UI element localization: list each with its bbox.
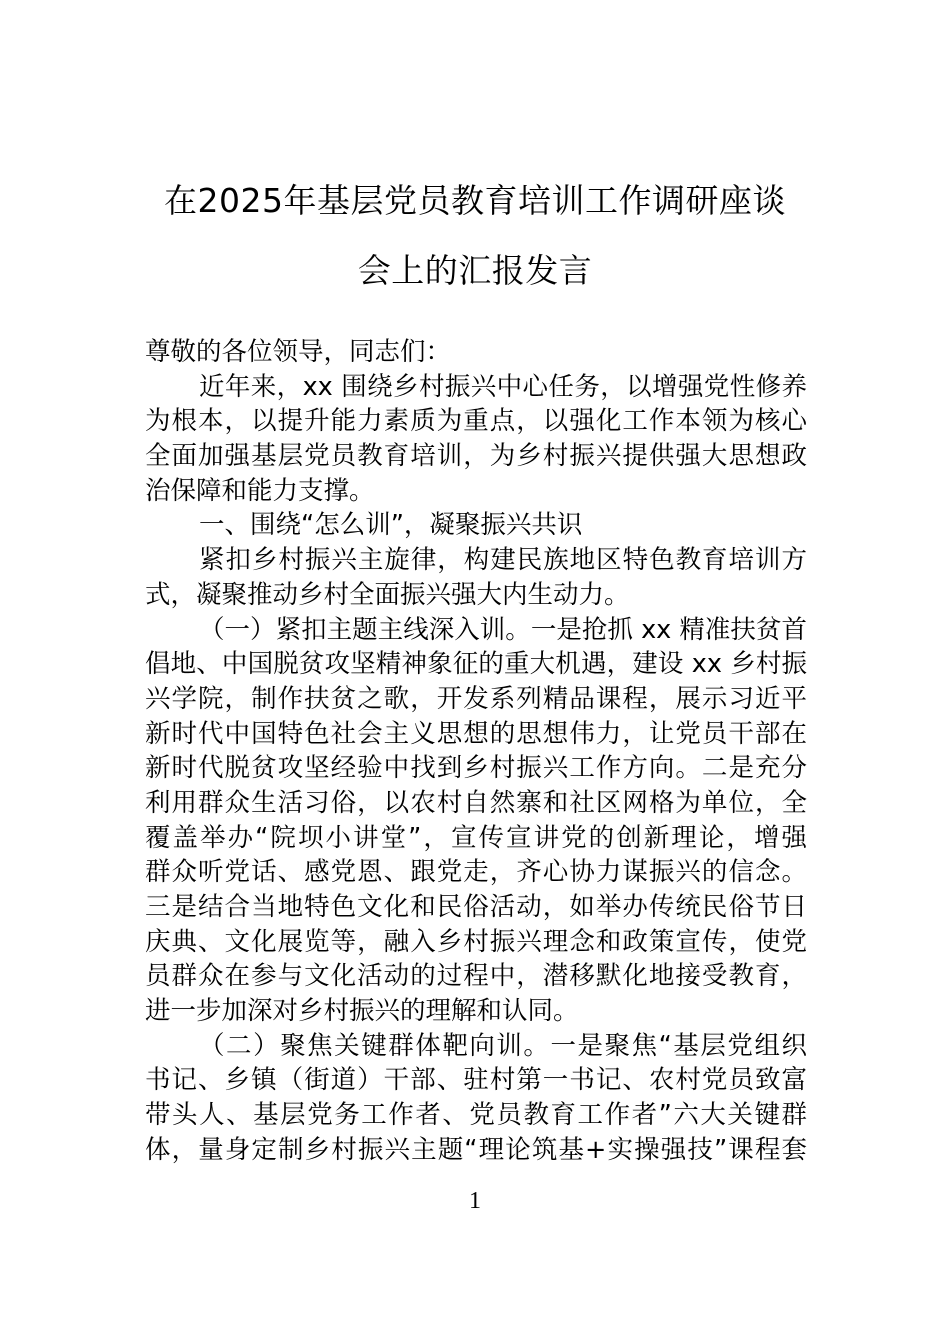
- text-line: 体，量身定制乡村振兴主题“理论筑基+实操强技”课程套: [145, 1134, 807, 1165]
- text-line: 全面加强基层党员教育培训，为乡村振兴提供强大思想政: [145, 441, 807, 472]
- text-line: 带头人、基层党务工作者、党员教育工作者”六大关键群: [145, 1100, 807, 1131]
- text-line: 覆盖举办“院坝小讲堂”，宣传宣讲党的创新理论，增强: [145, 822, 807, 853]
- text-line: 倡地、中国脱贫攻坚精神象征的重大机遇，建设 xx 乡村振: [145, 649, 807, 680]
- text-line: 尊敬的各位领导，同志们：: [145, 337, 452, 367]
- page-number: 1: [469, 1188, 481, 1214]
- document-title-line-2: 会上的汇报发言: [357, 251, 593, 290]
- text-line: 书记、乡镇（街道）干部、驻村第一书记、农村党员致富: [145, 1065, 807, 1096]
- text-line: 治保障和能力支撑。: [145, 475, 375, 506]
- text-line: 进一步加深对乡村振兴的理解和认同。: [145, 996, 579, 1027]
- text-line: 新时代中国特色社会主义思想的思想伟力，让党员干部在: [145, 718, 807, 749]
- text-line: 近年来，xx 围绕乡村振兴中心任务，以增强党性修养: [199, 371, 807, 402]
- text-line: 新时代脱贫攻坚经验中找到乡村振兴工作方向。二是充分: [145, 753, 807, 784]
- text-line: 利用群众生活习俗，以农村自然寨和社区网格为单位，全: [145, 787, 807, 818]
- text-line: 紧扣乡村振兴主旋律，构建民族地区特色教育培训方: [199, 545, 807, 576]
- text-line: 式，凝聚推动乡村全面振兴强大内生动力。: [145, 579, 630, 610]
- text-line: 一、围绕“怎么训”，凝聚振兴共识: [199, 510, 583, 541]
- text-line: 三是结合当地特色文化和民俗活动，如举办传统民俗节日: [145, 892, 807, 922]
- document-body: [145, 335, 807, 1168]
- text-line: 为根本，以提升能力素质为重点，以强化工作本领为核心: [145, 406, 807, 437]
- document-title-line-1: 在2025年基层党员教育培训工作调研座谈: [164, 181, 786, 220]
- text-line: （一）紧扣主题主线深入训。一是抢抓 xx 精准扶贫首: [199, 614, 807, 645]
- text-line: 庆典、文化展览等，融入乡村振兴理念和政策宣传，使党: [145, 926, 807, 957]
- text-line: 员群众在参与文化活动的过程中，潜移默化地接受教育，: [145, 961, 807, 992]
- text-line: （二）聚焦关键群体靶向训。一是聚焦“基层党组织: [199, 1030, 807, 1061]
- text-line: 群众听党话、感党恩、跟党走，齐心协力谋振兴的信念。: [145, 857, 807, 888]
- text-line: 兴学院，制作扶贫之歌，开发系列精品课程，展示习近平: [145, 683, 807, 714]
